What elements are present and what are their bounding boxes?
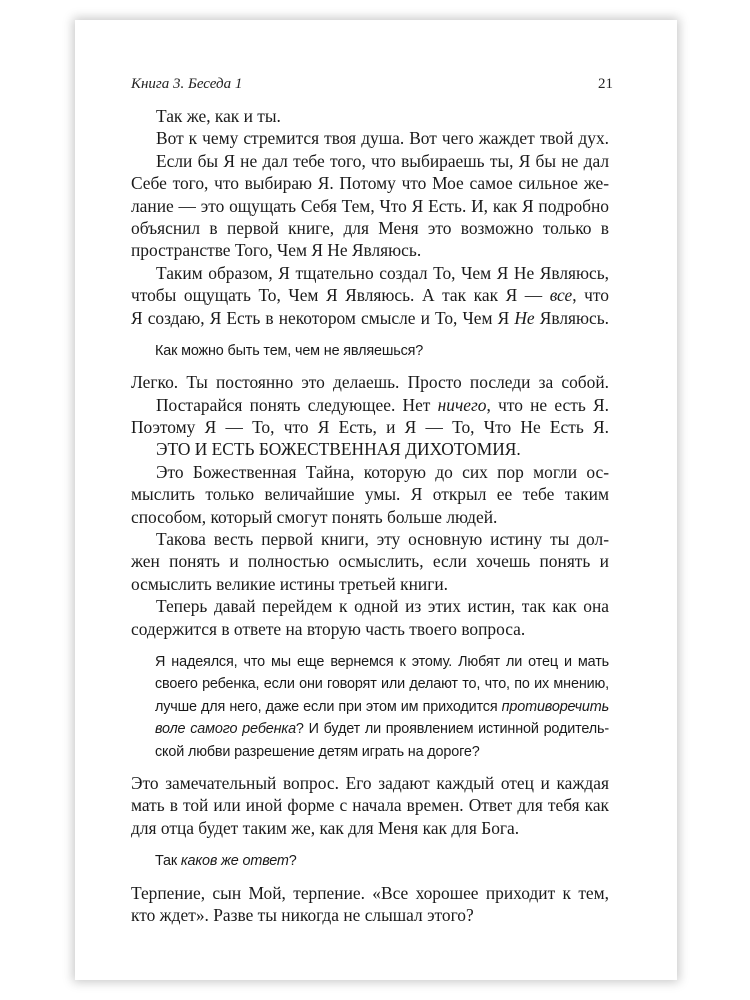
text-line: лание — это ощущать Себя Тем, Что Я Есть. И, как Я подробно (131, 195, 609, 216)
emphasis: Не (514, 307, 535, 328)
text-line: мыслить только величайшие умы. Я открыл ее тебе таким (131, 484, 609, 505)
emphasis: воле самого ребенка (155, 721, 296, 738)
text-line: для отца будет таким же, как для Меня как для Бога. (131, 817, 520, 838)
emphasis: противоречить (501, 698, 609, 715)
text-run: лучше для него, даже если при этом им приходится (155, 698, 502, 715)
text-line: Терпение, сын Мой, терпение. «Все хорошее приходит к тем, (131, 882, 609, 903)
text-line: Таким образом, Я тщательно создал То, Чем Я Не Являюсь, (156, 262, 609, 283)
emphasis: каков же ответ (180, 853, 289, 870)
text-run: ? И будет ли проявлением истинной родитель- (295, 721, 609, 738)
text-line: содержится в ответе на вторую часть твоего вопроса. (131, 618, 526, 639)
text-line: кто ждет». Разве ты никогда не слышал этого? (131, 904, 474, 925)
emphasis: все (549, 285, 573, 306)
text-run: , что не есть Я. (486, 394, 609, 415)
question-line: своего ребенка, если они говорят или делают то, что, по их мнению, (155, 676, 609, 693)
text-line: жен понять и полностью осмыслить, если хочешь понять и (131, 551, 609, 572)
text-run: Так (155, 853, 181, 870)
question-line (131, 718, 609, 740)
spacer (131, 329, 609, 340)
text-line: Поэтому Я — То, что Я Есть, и Я — То, Что Не Есть Я. (131, 417, 609, 438)
text-line: объяснил в первой книге, для Меня это возможно только в (131, 217, 609, 238)
text-line: способом, который смогут понять больше людей. (131, 506, 498, 527)
question-line: Я надеялся, что мы еще вернемся к этому. Любят ли отец и мать (155, 653, 609, 670)
question-line (131, 696, 609, 718)
text-line: пространстве Того, Чем Я Не Являюсь. (131, 240, 422, 261)
text-line: Если бы Я не дал тебе того, что выбираешь ты, Я бы не дал (156, 150, 609, 171)
question-line: ской любви разрешение детям играть на дороге? (155, 743, 480, 760)
text-run: ? (288, 853, 297, 870)
book-page (75, 20, 677, 980)
emphasis: ничего (437, 394, 487, 415)
question-line: Как можно быть тем, чем не являешься? (155, 342, 424, 359)
spacer (131, 873, 609, 882)
text-line: ЭТО И ЕСТЬ БОЖЕСТВЕННАЯ ДИХОТОМИЯ. (156, 439, 521, 460)
text-line: мать в той или иной форме с начала времен. Ответ для тебя как (131, 795, 609, 816)
text-line: осмыслить великие истины третьей книги. (131, 573, 449, 594)
page-header (131, 76, 613, 96)
text-line: Такова весть первой книги, эту основную истину ты дол- (156, 529, 609, 550)
text-line: Легко. Ты постоянно это делаешь. Просто последи за собой. (131, 372, 609, 393)
spacer (131, 839, 609, 850)
spacer (131, 362, 609, 371)
text-line: Себе того, что выбираю Я. Потому что Мое самое сильное же- (131, 173, 609, 194)
page-body (131, 105, 609, 926)
spacer (131, 640, 609, 651)
text-line (131, 394, 609, 416)
spacer (131, 763, 609, 772)
question-line (131, 850, 609, 872)
text-run: Постарайся понять следующее. Нет (156, 394, 438, 415)
text-line: Это Божественная Тайна, которую до сих пор могли ос- (156, 461, 609, 482)
text-run: чтобы ощущать То, Чем Я Являюсь. А так как Я — (131, 285, 550, 306)
text-run: Являюсь. (534, 307, 609, 328)
text-line: Это замечательный вопрос. Его задают каждый отец и каждая (131, 772, 609, 793)
text-line: Так же, как и ты. (156, 106, 281, 126)
text-line: Теперь давай перейдем к одной из этих истин, так как она (156, 596, 609, 617)
text-line (131, 284, 609, 306)
text-run: , что (572, 285, 609, 306)
text-line: Вот к чему стремится твоя душа. Вот чего жаждет твой дух. (156, 128, 609, 149)
text-run: Я создаю, Я Есть в некотором смысле и То, Чем Я (131, 307, 515, 328)
text-line (131, 307, 609, 329)
page-number: 21 (598, 76, 613, 92)
running-title: Книга 3. Беседа 1 (131, 76, 243, 92)
